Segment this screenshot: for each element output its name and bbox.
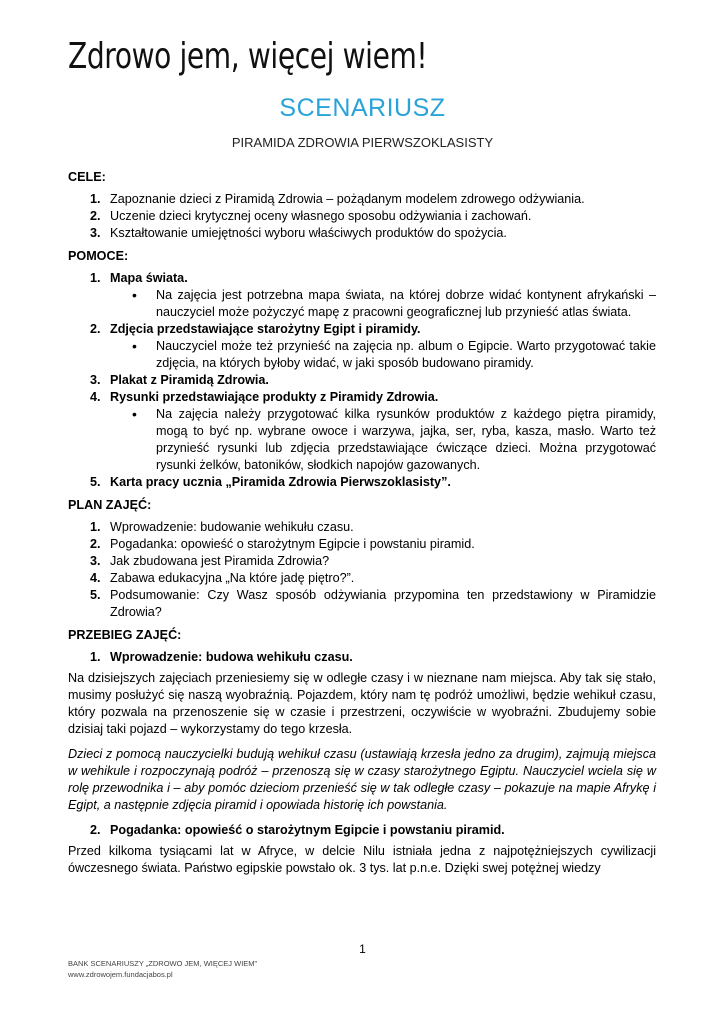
item-number: 2. [90,322,101,336]
pomoce-list [68,270,656,491]
list-item [68,570,656,587]
paragraph: Na dzisiejszych zajęciach przeniesiemy się w odległe czasy i w nieznane nam miejsca. Aby tak się stało, musimy posłużyć się naszą wyobraźnią. Pojazdem, który nam tę podróż umożliwi, będzie wehikuł czasu, który pozwala na przenoszenie się w czasie i przestrzeni, oczywiście w wyobraźni. Zbudujemy sobie dzisiaj taki pojazd – wykorzystamy do tego krzesła. [68,671,656,736]
item-number: 5. [90,588,101,602]
item-number: 3. [90,554,101,568]
item-number: 2. [90,537,101,551]
list-item [68,270,656,321]
item-number: 3. [90,226,101,240]
przebieg-step-2 [68,822,656,839]
list-item [68,822,656,839]
cele-list [68,191,656,242]
item-number: 4. [90,571,101,585]
item-number: 1. [90,271,101,285]
paragraph-italic: Dzieci z pomocą nauczycielki budują wehikuł czasu (ustawiają krzesła jedno za drugim), zajmują miejsca w wehikule i rozpoczynają podróż – przenoszą się w czasy starożytnego Egiptu. Nauczyciel wciela się w rolę przewodnika i – aby pomóc dzieciom przenieść się w tak odległe czasy – pokazuje na mapie Afrykę i Egipt, a następnie zdjęcia piramid i opowiada historię ich powstania. [68,747,656,812]
item-text: Zabawa edukacyjna „Na które jadę piętro?”. [110,571,355,585]
item-text: Jak zbudowana jest Piramida Zdrowia? [110,554,330,568]
przebieg-step-1 [68,649,656,666]
item-title: Pogadanka: opowieść o starożytnym Egipcie i powstaniu piramid. [110,823,505,837]
list-item [68,519,656,536]
footer [68,958,257,980]
list-item [68,389,656,474]
document-body [68,163,656,885]
list-item [68,536,656,553]
footer-website: www.zdrowojem.fundacjabos.pl [68,970,173,979]
logo-text: Zdrowo jem, więcej wiem! [68,36,428,77]
item-number: 3. [90,373,101,387]
plan-list [68,519,656,621]
item-number: 1. [90,192,101,206]
item-text: Uczenie dzieci krytycznej oceny własnego sposobu odżywiania i zachowań. [110,209,532,223]
list-item [68,553,656,570]
item-number: 2. [90,209,101,223]
item-number: 1. [90,520,101,534]
item-title: Rysunki przedstawiające produkty z Piramidy Zdrowia. [110,390,439,404]
paragraph: Przed kilkoma tysiącami lat w Afryce, w delcie Nilu istniała jedna z najpotężniejszych cywilizacji ówczesnego świata. Państwo egipskie powstało ok. 3 tys. lat p.n.e. Dzięki swej potężnej wiedzy [68,844,656,875]
section-heading-pomoce: POMOCE: [68,249,129,263]
item-title: Wprowadzenie: budowa wehikułu czasu. [110,650,353,664]
list-item [68,321,656,372]
item-title: Plakat z Piramidą Zdrowia. [110,373,269,387]
list-item [68,208,656,225]
list-item [68,587,656,621]
item-text: Kształtowanie umiejętności wyboru właściwych produktów do spożycia. [110,226,507,240]
section-heading-przebieg: PRZEBIEG ZAJĘĆ: [68,628,182,642]
footer-line-1: BANK SCENARIUSZY „ZDROWO JEM, WIĘCEJ WIEM” [68,959,258,968]
bullet-item: • Na zajęcia jest potrzebna mapa świata, na której dobrze widać kontynent afrykański – nauczyciel może pożyczyć mapę z pracowni geograficznej lub przynieść atlas świata. [110,287,656,321]
list-item [68,474,656,491]
item-text: Wprowadzenie: budowanie wehikułu czasu. [110,520,354,534]
list-item [68,372,656,389]
section-heading-cele: CELE: [68,170,106,184]
item-text: Pogadanka: opowieść o starożytnym Egipcie i powstaniu piramid. [110,537,475,551]
item-title: Mapa świata. [110,271,188,285]
bullet-item: • Na zajęcia należy przygotować kilka rysunków produktów z każdego piętra piramidy, mogą to być np. wybrane owoce i warzywa, jajka, ser, ryba, kasza, masło. Warto też przynieść rysunki lub zdjęcia przedstawiające ćwiczące dzieci. Można przygotować rysunki żelków, batoników, słodkich napojów gazowanych. [110,406,656,474]
item-number: 4. [90,390,101,404]
list-item [68,225,656,242]
item-number: 2. [90,823,101,837]
page-subtitle: PIRAMIDA ZDROWIA PIERWSZOKLASISTY [231,135,494,150]
list-item [68,649,656,666]
page-number: 1 [359,942,366,956]
bullet-item: • Nauczyciel może też przynieść na zajęcia np. album o Egipcie. Warto przygotować takie zdjęcia, na których byłoby widać, w jaki sposób budowano piramidy. [110,338,656,372]
page-title: SCENARIUSZ [279,94,446,122]
section-heading-plan: PLAN ZAJĘĆ: [68,498,152,512]
item-number: 1. [90,650,101,664]
item-title: Karta pracy ucznia „Piramida Zdrowia Pierwszoklasisty”. [110,475,451,489]
item-text: Zapoznanie dzieci z Piramidą Zdrowia – pożądanym modelem zdrowego odżywiania. [110,192,585,206]
item-number: 5. [90,475,101,489]
list-item [68,191,656,208]
item-text: Podsumowanie: Czy Wasz sposób odżywiania przypomina ten przedstawiony w Piramidzie Zdrowia? [110,588,656,619]
item-title: Zdjęcia przedstawiające starożytny Egipt i piramidy. [110,322,421,336]
